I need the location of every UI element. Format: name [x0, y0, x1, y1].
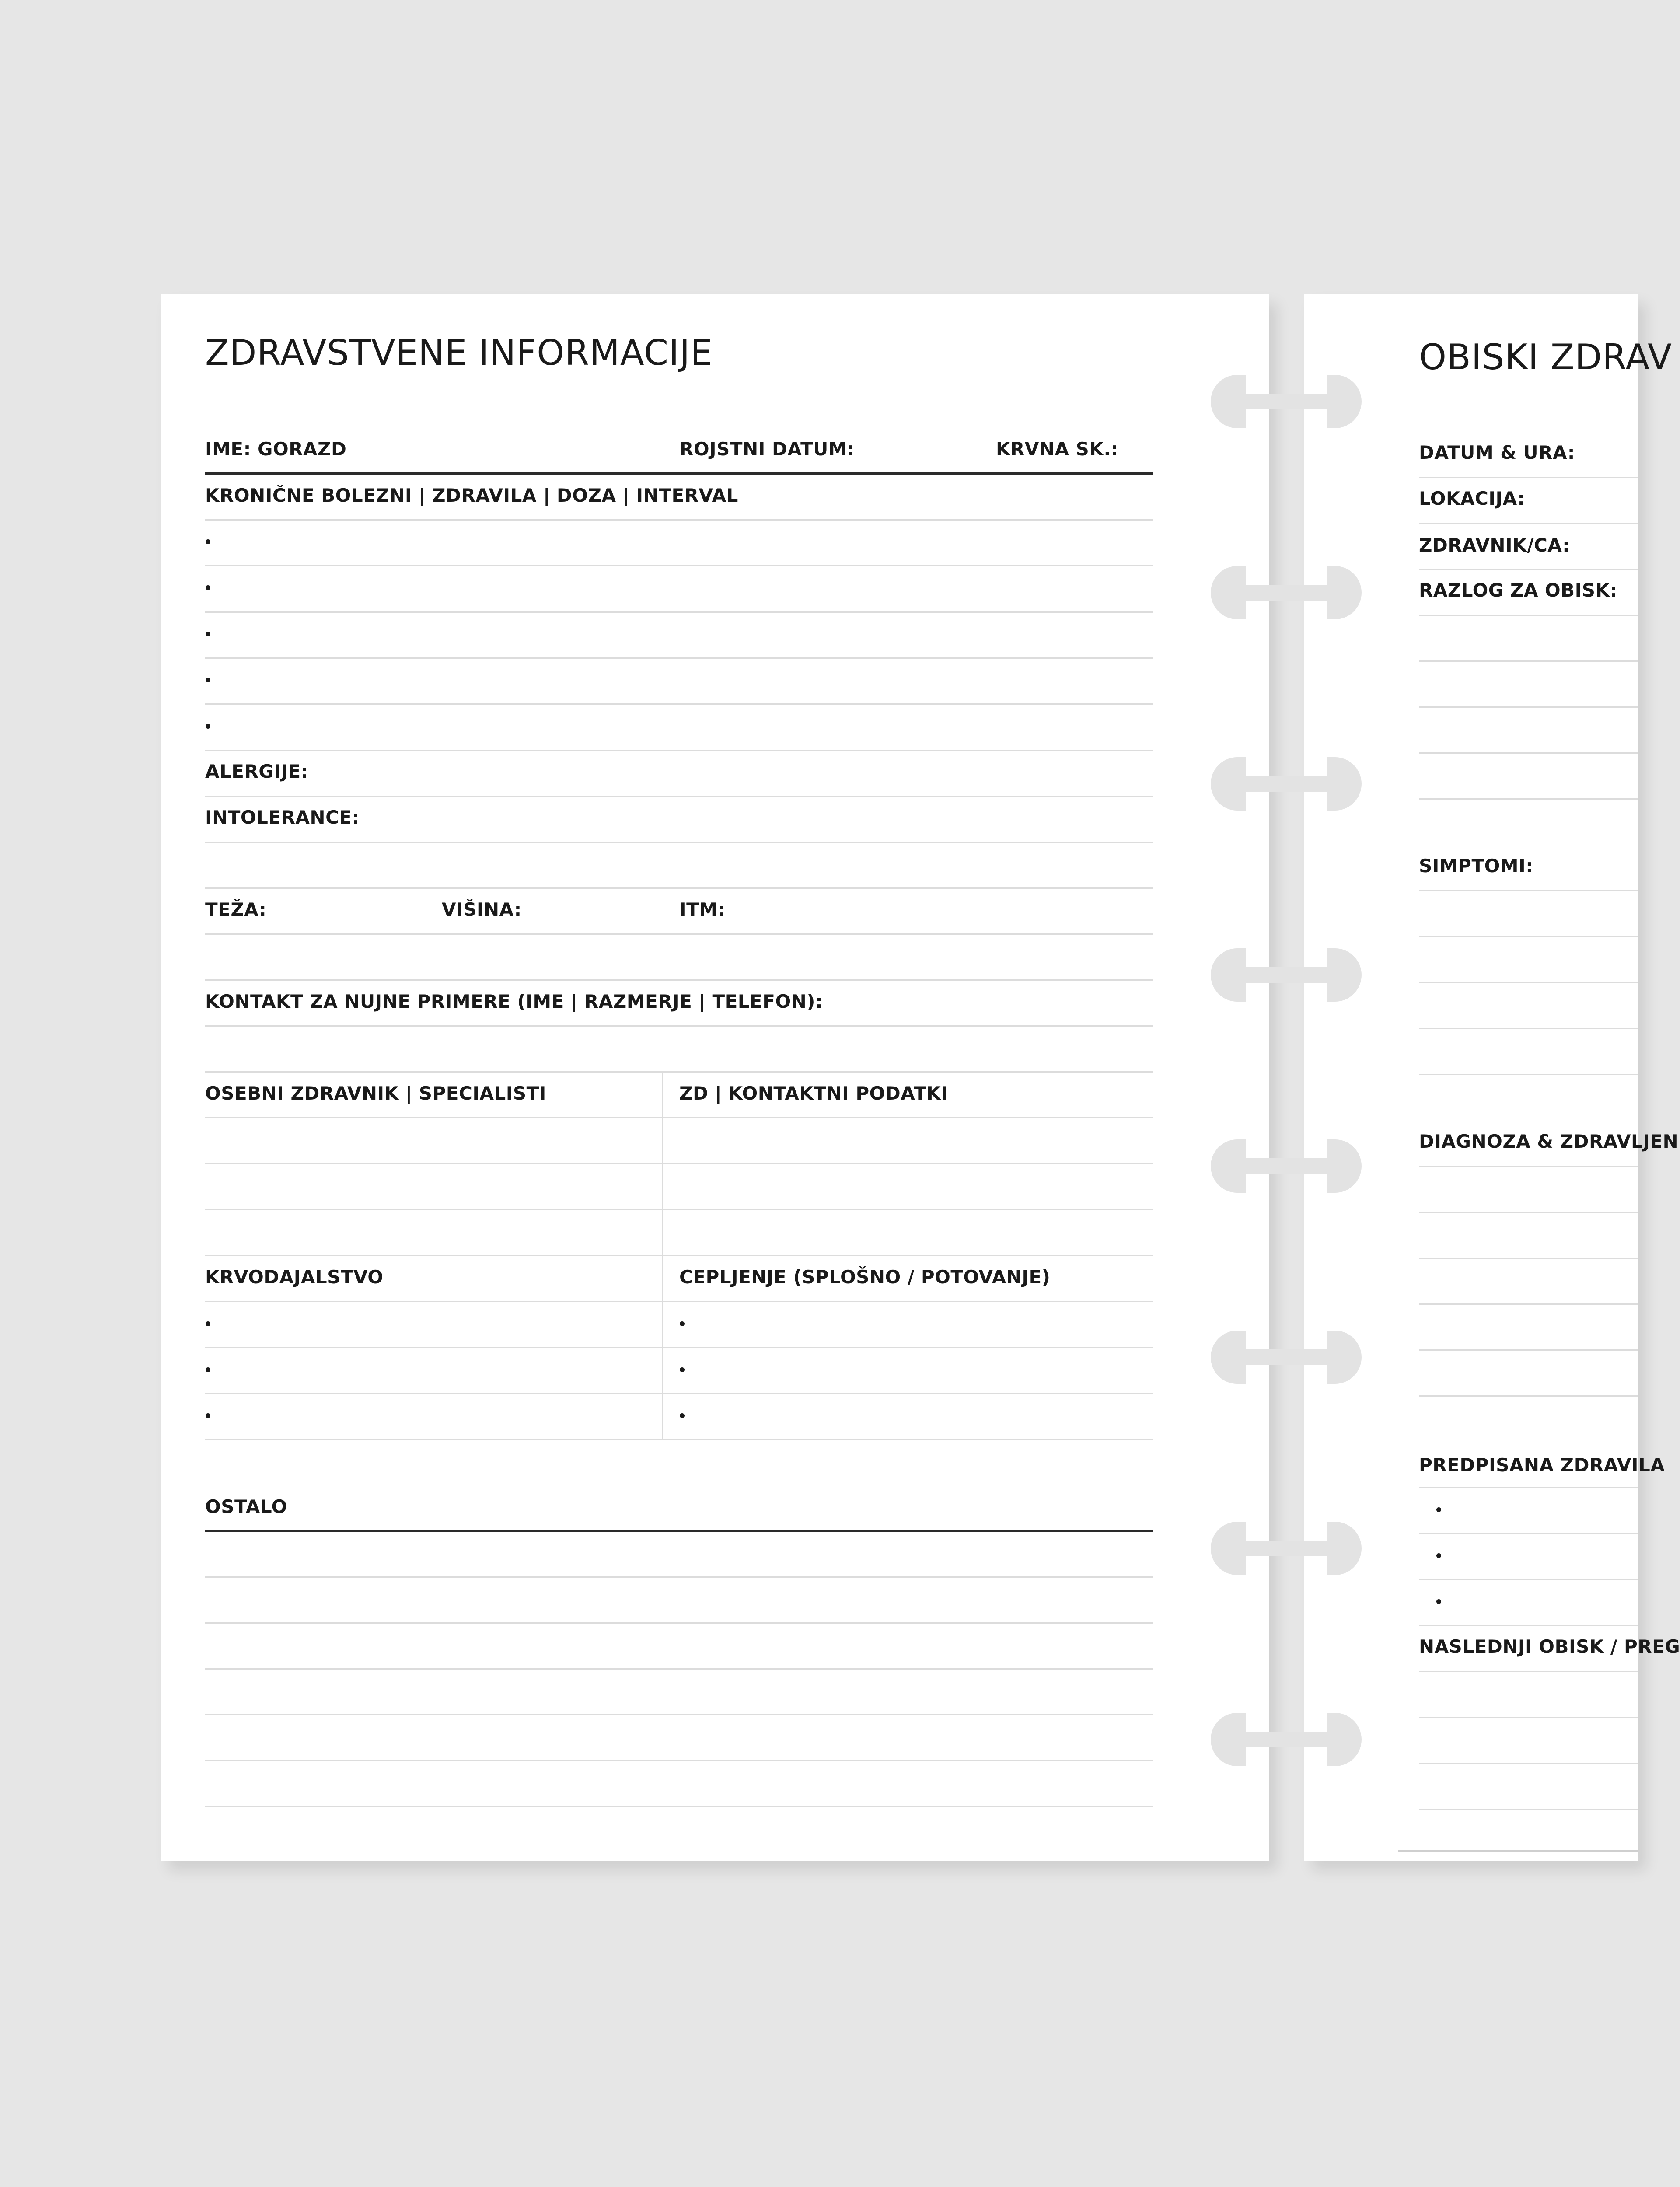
- contact-details-label: ZD | KONTAKTNI PODATKI: [679, 1083, 948, 1104]
- line: [1419, 1671, 1638, 1672]
- binder-ring: [1211, 757, 1362, 811]
- vaccination-label: CEPLJENJE (SPLOŠNO / POTOVANJE): [679, 1266, 1051, 1288]
- line: [205, 796, 1153, 797]
- bullet: [206, 1367, 210, 1372]
- other-divider: [205, 1530, 1153, 1532]
- line: [1419, 1763, 1638, 1764]
- line: [205, 1622, 1153, 1624]
- bullet: [206, 585, 210, 590]
- line: [205, 519, 1153, 521]
- line: [205, 703, 1153, 705]
- location-label: LOKACIJA:: [1419, 488, 1525, 509]
- prescribed-drugs-label: PREDPISANA ZDRAVILA: [1419, 1454, 1665, 1476]
- line: [205, 887, 1153, 889]
- symptoms-label: SIMPTOMI:: [1419, 855, 1533, 877]
- line: [1419, 890, 1638, 891]
- bullet: [206, 539, 210, 544]
- visit-reason-label: RAZLOG ZA OBISK:: [1419, 580, 1617, 601]
- intolerance-label: INTOLERANCE:: [205, 807, 360, 828]
- bullet: [206, 1321, 210, 1326]
- line: [205, 1347, 1153, 1348]
- line: [205, 933, 1153, 935]
- line: [1419, 1303, 1638, 1305]
- line: [1419, 477, 1638, 478]
- line: [1419, 1212, 1638, 1213]
- binder-ring: [1211, 1522, 1362, 1575]
- line: [205, 979, 1153, 981]
- line: [205, 1071, 1153, 1073]
- line: [1419, 752, 1638, 754]
- bullet: [206, 678, 210, 682]
- doctor-label: ZDRAVNIK/CA:: [1419, 535, 1570, 556]
- binder-ring: [1211, 566, 1362, 619]
- line: [1419, 1533, 1638, 1534]
- line: [1419, 1028, 1638, 1029]
- binder-ring: [1211, 1139, 1362, 1193]
- line: [1419, 1809, 1638, 1810]
- line: [205, 1163, 1153, 1164]
- line: [205, 611, 1153, 613]
- bullet: [206, 1413, 210, 1418]
- line: [205, 750, 1153, 751]
- bmi-label: ITM:: [679, 899, 725, 920]
- line: [205, 1576, 1153, 1578]
- page-title: ZDRAVSTVENE INFORMACIJE: [205, 332, 713, 373]
- page-title: OBISKI ZDRAV: [1419, 337, 1672, 377]
- left-planner-page: [161, 294, 1269, 1861]
- line: [1419, 1258, 1638, 1259]
- personal-doctor-label: OSEBNI ZDRAVNIK | SPECIALISTI: [205, 1083, 546, 1104]
- line: [205, 1806, 1153, 1807]
- line: [205, 1025, 1153, 1027]
- bullet: [1436, 1599, 1441, 1604]
- bullet: [1436, 1507, 1441, 1512]
- height-label: VIŠINA:: [442, 899, 522, 920]
- name-label: IME: GORAZD: [205, 438, 347, 460]
- bullet: [206, 724, 210, 729]
- binder-ring: [1211, 1713, 1362, 1766]
- datetime-label: DATUM & URA:: [1419, 442, 1575, 463]
- line: [1419, 936, 1638, 937]
- line: [205, 842, 1153, 843]
- binder-ring: [1211, 948, 1362, 1002]
- line: [1419, 1579, 1638, 1580]
- line: [1419, 569, 1638, 570]
- weight-label: TEŽA:: [205, 899, 267, 920]
- birth-date-label: ROJSTNI DATUM:: [679, 438, 855, 460]
- line: [205, 1439, 1153, 1440]
- blood-type-label: KRVNA SK.:: [996, 438, 1119, 460]
- line: [1419, 1625, 1638, 1626]
- header-divider: [205, 472, 1153, 475]
- bottom-line: [1398, 1850, 1638, 1852]
- right-planner-page: [1304, 294, 1680, 1861]
- line: [205, 1393, 1153, 1394]
- bullet: [680, 1367, 685, 1372]
- line: [205, 1117, 1153, 1118]
- bullet: [1436, 1553, 1441, 1558]
- line: [1419, 1487, 1638, 1488]
- line: [1419, 615, 1638, 616]
- column-divider: [662, 1071, 663, 1439]
- diagnosis-label: DIAGNOZA & ZDRAVLJEN: [1419, 1131, 1679, 1152]
- line: [1419, 1349, 1638, 1351]
- line: [1419, 1395, 1638, 1397]
- chronic-diseases-label: KRONIČNE BOLEZNI | ZDRAVILA | DOZA | INTERVAL: [205, 485, 738, 506]
- allergies-label: ALERGIJE:: [205, 761, 309, 782]
- line: [205, 1760, 1153, 1761]
- line: [1419, 798, 1638, 800]
- line: [205, 1668, 1153, 1670]
- bullet: [680, 1321, 685, 1326]
- line: [205, 565, 1153, 566]
- line: [1419, 706, 1638, 708]
- line: [1419, 1166, 1638, 1167]
- line: [205, 1255, 1153, 1256]
- line: [1419, 982, 1638, 983]
- bullet: [206, 632, 210, 636]
- line: [205, 1301, 1153, 1302]
- binder-ring: [1211, 375, 1362, 428]
- binder-ring: [1211, 1331, 1362, 1384]
- other-label: OSTALO: [205, 1496, 287, 1517]
- line: [205, 1209, 1153, 1210]
- line: [205, 657, 1153, 659]
- line: [205, 1714, 1153, 1715]
- line: [1419, 660, 1638, 662]
- emergency-contact-label: KONTAKT ZA NUJNE PRIMERE (IME | RAZMERJE | TELEFON):: [205, 991, 823, 1012]
- bullet: [680, 1413, 685, 1418]
- line: [1419, 1717, 1638, 1718]
- line: [1419, 1074, 1638, 1075]
- line: [1419, 523, 1638, 524]
- blood-donation-label: KRVODAJALSTVO: [205, 1266, 384, 1288]
- next-visit-label: NASLEDNJI OBISK / PREG: [1419, 1636, 1680, 1657]
